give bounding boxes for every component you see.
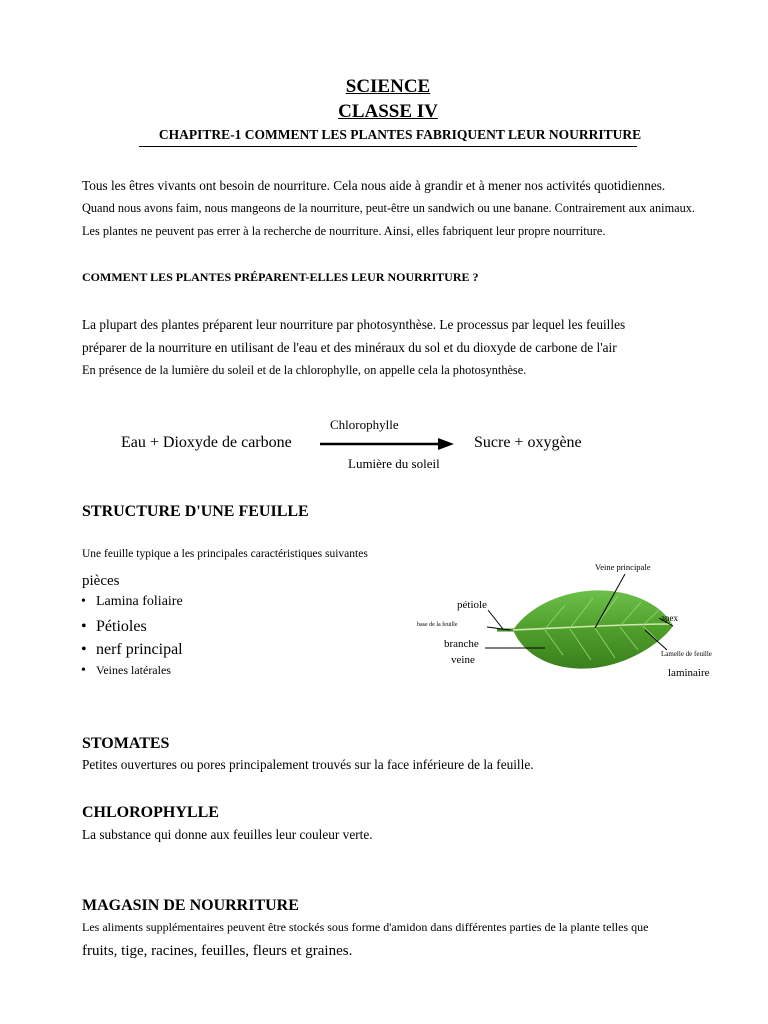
leaf-structure-intro: Une feuille typique a les principales caractéristiques suivantes (82, 548, 368, 560)
leaf-illustration (405, 550, 745, 710)
food-store-line-1: Les aliments supplémentaires peuvent être stockés sous forme d'amidon dans différentes parties de la plante telles que (82, 920, 649, 934)
label-margin: Lamelle de feuille (661, 650, 712, 658)
label-midrib: Veine principale (595, 562, 651, 572)
food-store-heading: MAGASIN DE NOURRITURE (82, 897, 299, 914)
how-line-1: La plupart des plantes préparent leur nourriture par photosynthèse. Le processus par lequel les feuilles (82, 317, 626, 332)
list-item (80, 663, 183, 683)
equation-reactants: Eau + Dioxyde de carbone (121, 434, 292, 451)
food-store-line-2: fruits, tige, racines, feuilles, fleurs et graines. (82, 943, 353, 959)
how-line-3: En présence de la lumière du soleil et de la chlorophylle, on appelle cela la photosynthèse. (82, 363, 527, 377)
equation-products: Sucre + oxygène (474, 434, 582, 451)
equation-above-arrow: Chlorophylle (330, 417, 399, 432)
list-item-label: Pétioles (96, 618, 147, 635)
bullet-icon: • (81, 641, 87, 658)
leaf-diagram (405, 550, 745, 710)
label-lamina: laminaire (668, 667, 710, 679)
how-heading: COMMENT LES PLANTES PRÉPARENT-ELLES LEUR NOURRITURE ? (82, 270, 479, 284)
stomata-text: Petites ouvertures ou pores principalement trouvés sur la face inférieure de la feuille. (82, 757, 534, 772)
list-item-label: Veines latérales (96, 663, 171, 677)
bullet-icon: • (81, 663, 86, 678)
list-item-label: nerf principal (96, 641, 183, 658)
bullet-icon: • (81, 618, 87, 635)
stomata-heading: STOMATES (82, 735, 170, 752)
label-branch: branche (444, 638, 479, 650)
label-base: base de la feuille (417, 622, 458, 628)
chlorophyll-text: La substance qui donne aux feuilles leur couleur verte. (82, 827, 373, 842)
class-title: CLASSE IV (338, 101, 438, 122)
reaction-arrow-icon (320, 436, 456, 452)
list-item-label: Lamina foliaire (96, 594, 183, 609)
label-petiole: pétiole (457, 599, 487, 611)
subject-title: SCIENCE (345, 76, 431, 97)
how-line-2: préparer de la nourriture en utilisant de l'eau et des minéraux du sol et du dioxyde de carbone de l'air (82, 340, 617, 355)
chapter-underline (139, 146, 637, 147)
bullet-icon: • (81, 594, 86, 609)
parts-title: pièces (82, 573, 120, 589)
leaf-parts-list (80, 594, 183, 683)
label-vein: veine (451, 654, 475, 666)
chapter-title: CHAPITRE-1 COMMENT LES PLANTES FABRIQUENT LEUR NOURRITURE (158, 127, 642, 142)
list-item (80, 618, 183, 641)
intro-line-2: Quand nous avons faim, nous mangeons de la nourriture, peut-être un sandwich ou une banane. Contrairement aux animaux. (82, 201, 695, 215)
equation-below-arrow: Lumière du soleil (348, 456, 440, 471)
list-item (80, 594, 183, 618)
label-apex: apex (661, 613, 678, 623)
intro-line-3: Les plantes ne peuvent pas errer à la recherche de nourriture. Ainsi, elles fabriquent leur propre nourriture. (82, 224, 606, 238)
leaf-structure-heading: STRUCTURE D'UNE FEUILLE (82, 503, 309, 520)
list-item (80, 641, 183, 663)
chlorophyll-heading: CHLOROPHYLLE (82, 804, 219, 821)
intro-line-1: Tous les êtres vivants ont besoin de nourriture. Cela nous aide à grandir et à mener nos activités quotidiennes. (82, 178, 666, 193)
